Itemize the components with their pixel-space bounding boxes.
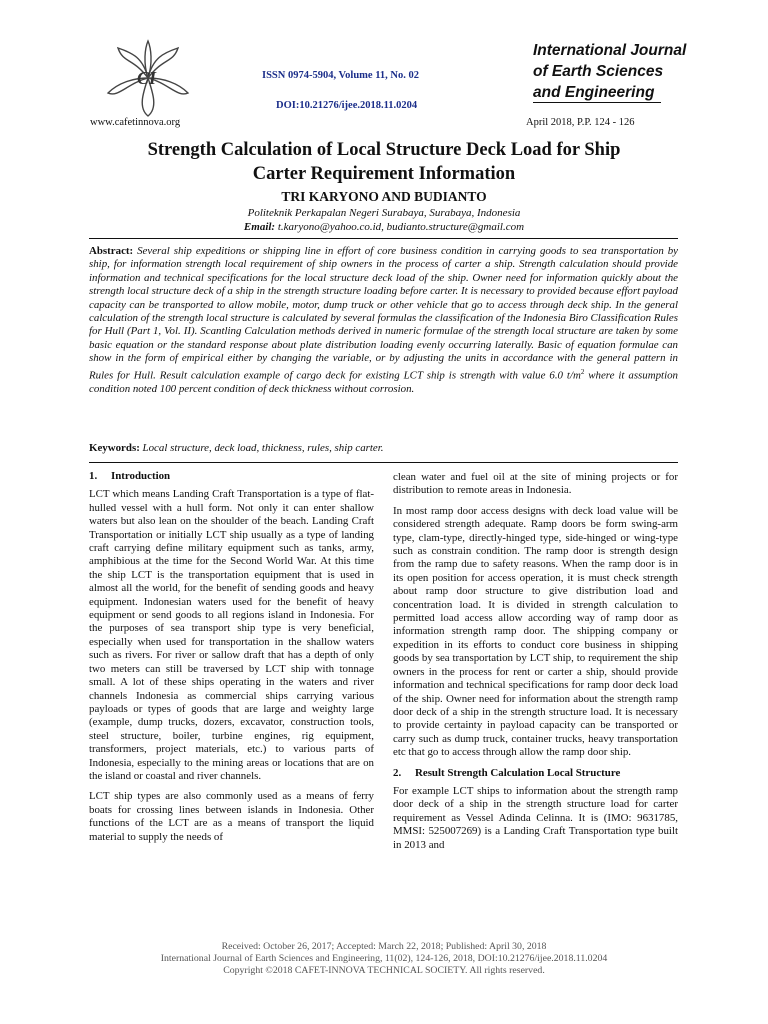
journal-name xyxy=(533,40,686,103)
issn-volume: ISSN 0974-5904, Volume 11, No. 02 xyxy=(262,70,419,81)
paragraph: LCT which means Landing Craft Transportation is a type of flat-hulled vessel with a hull form. Not only it can enter shallow waters but also lean on the shoulder of the beach. Landing Craft Transportation or initially LCT ship usually as a type of landing craft carrying define military equipment such as tanks, army, amphibious at the time for the Second World War. At this time the ship LCT is the transportation equipment that is used in almost all the world, for the benefit of sending goods and heavy equipment. Indonesian waters used for the benefit of heavy equipment or send goods to all regions island in Indonesia. For the purposes of sea transport ship type is very beneficial, especially when used for transportation in the shallow waters such as rivers. For river or sallow draft that has a depth of only two meters can still be traversed by LCT ship with tonnage small. A lot of these ships operating in the waters and river channels Indonesia as commercial ships carrying various payloads or types of goods that are large and weighty large (example, dump trucks, dozers, excavator, construction tools, steel structure, boiler, turbine engines, rig equipment, transformers, project materials, etc.) to various parts of Indonesia, especially to the mining areas or locations that are on the island or coastal and river channels. xyxy=(89,488,374,782)
keywords-text: Local structure, deck load, thickness, rules, ship carter. xyxy=(139,442,384,454)
abstract-text: Several ship expeditions or shipping line in effort of core business condition in carrying goods to sea transportation by ship, for information strength local requirement of ship owners in the process of carter a ship. Strength calculation should provide information and technical specifications for the local structure deck load of the ship. Owner need for information quickly about the strength local structure deck of a ship in the strength structure loading before carter. It is necessary to provided because effort payload capacity can be transported to allow mobile, motor, dump truck or other vehicle that go to access through deck ship. In the general calculation of the strength local structure is calculated by several formulas the classification of the Indonesia Biro Classification Rules for Hull (Part 1, Vol. II). Scantling Calculation methods derived in numeric formulae of the strength local structure are taken by some basic equation or the standard response about plate distribution loading evenly occurring laterally. Basic of equation formulae can show in the form of empirical either by changing the variable, or by adjusting the units in accordance with the general pattern in Rules for Hull. Result calculation example of cargo deck for existing LCT ship is strength with value 6.0 t/m xyxy=(89,245,678,382)
right-column xyxy=(393,471,678,859)
section-title: Introduction xyxy=(111,470,171,482)
journal-name-line-3: and Engineering xyxy=(533,84,655,101)
keywords-label: Keywords: xyxy=(89,442,140,454)
affiliation: Politeknik Perkapalan Negeri Surabaya, Surabaya, Indonesia xyxy=(247,207,521,219)
paragraph: clean water and fuel oil at the site of mining projects or for distribution to remote areas in Indonesia. xyxy=(393,471,678,497)
divider-top xyxy=(89,238,678,239)
section-heading-result xyxy=(393,767,678,780)
journal-underline xyxy=(533,102,661,103)
keywords xyxy=(89,442,678,455)
title-line-1: Strength Calculation of Local Structure Deck Load for Ship xyxy=(147,140,621,160)
journal-name-line-1: International Journal xyxy=(533,42,687,59)
logo-lettering: CI xyxy=(137,68,157,88)
section-title: Result Strength Calculation Local Structure xyxy=(415,766,621,779)
paragraph: In most ramp door access designs with deck load value will be considered strength adequate. Ramp doors be form swing-arm type, clam-type, directly-hinged type, side-hinged or wing-type such as constrain condition. The ramp door is strength design from the ramp due to safety reasons. When the ramp door is in its open position for access operation, it is must check strength about ramp door structure to give distribution load and concentration load. It is divided in strength calculation to permitted load access allow according way of ramp door as information strength ramp door. The shipping company or expedition in its efforts to conduct core business in shipping goods by sea transportation by LCT ship, to requirement the ship owners in the process for rent or carter a ship, should provide information and technical specifications for ramp door deck load of the ship. Owner need for information about the strength ramp door deck of a ship in the strength structure load. It is necessary to provide certainty in payload capacity can be transported or carry such as dump truck, container trucks, heavy transportation etc that go to access through allow the ramp door ship. xyxy=(393,504,678,759)
email-addresses[interactable]: t.karyono@yahoo.co.id, budianto.structure@gmail.com xyxy=(275,221,525,233)
divider-bottom xyxy=(89,462,678,463)
society-logo xyxy=(103,38,193,118)
left-column xyxy=(89,470,374,851)
abstract xyxy=(89,245,678,396)
title-line-2: Carter Requirement Information xyxy=(252,164,516,184)
email-line xyxy=(60,221,708,233)
website-url[interactable]: www.cafetinnova.org xyxy=(90,117,181,128)
paragraph: LCT ship types are also commonly used as a means of ferry boats for crossing lines between islands in Indonesia. Other functions of the LCT are as a means of transport the liquid material to supply the needs of xyxy=(89,790,374,843)
footer-copyright: Copyright ©2018 CAFET-INNOVA TECHNICAL SOCIETY. All rights reserved. xyxy=(223,965,545,976)
footer-citation: International Journal of Earth Sciences and Engineering, 11(02), 124-126, 2018, DOI:10.21276/ijee.2018.11.0204 xyxy=(160,953,608,964)
date-pages: April 2018, P.P. 124 - 126 xyxy=(526,117,635,128)
section-number: 1. xyxy=(89,470,98,482)
abstract-superscript: 2 xyxy=(580,367,585,376)
paper-title xyxy=(60,138,708,186)
journal-name-line-2: of Earth Sciences xyxy=(533,63,664,80)
abstract-label: Abstract: xyxy=(89,245,134,257)
authors: TRI KARYONO AND BUDIANTO xyxy=(281,189,487,204)
footer xyxy=(60,941,708,977)
footer-dates: Received: October 26, 2017; Accepted: March 22, 2018; Published: April 30, 2018 xyxy=(221,941,547,952)
doi[interactable]: DOI:10.21276/ijee.2018.11.0204 xyxy=(276,100,418,111)
abstract-text-end: where it assumption condition noted 100 percent condition of deck thickness without corrosion. xyxy=(89,369,678,395)
email-label: Email: xyxy=(243,221,276,233)
section-heading-introduction xyxy=(89,470,374,483)
section-number: 2. xyxy=(393,766,402,779)
paragraph: For example LCT ships to information about the strength ramp door deck of a ship in the strength structure load for carter requirement as Vessel Adinda Celinna. It is (IMO: 9631785, MMSI: 525007269) is a Landing Craft Transportation type built in 2013 and xyxy=(393,784,678,851)
